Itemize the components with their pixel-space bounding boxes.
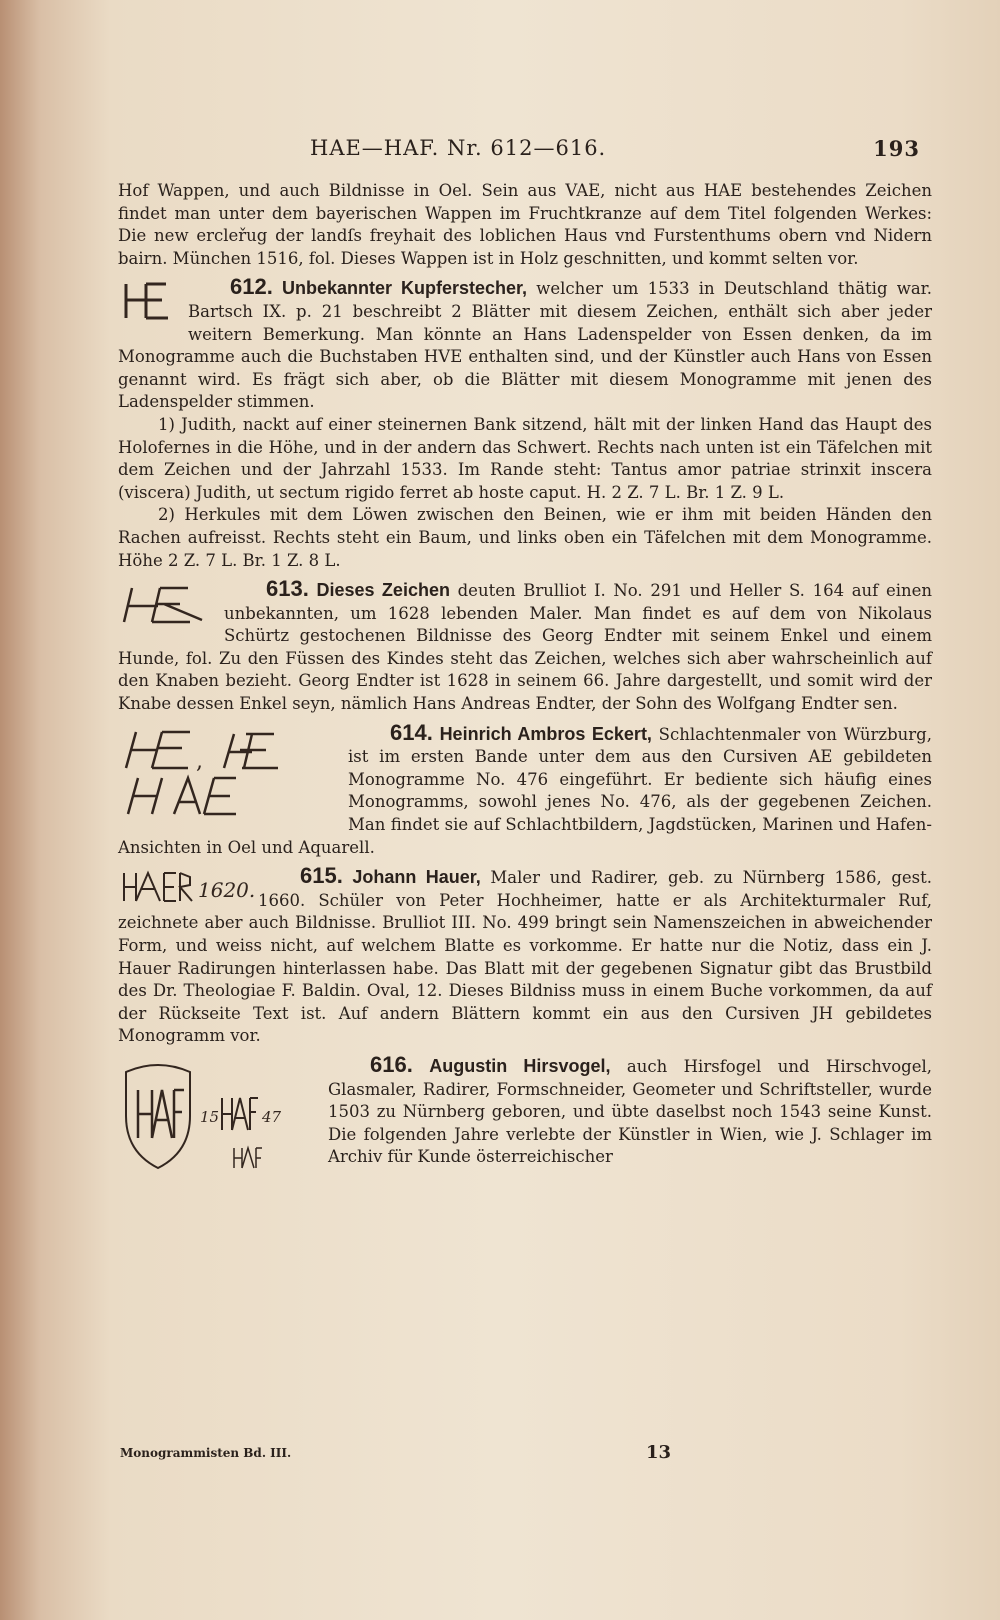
entry-616-number: 616. <box>370 1051 413 1077</box>
entry-612-item-2: 2) Herkules mit dem Löwen zwischen den Beinen, wie er ihm mit beiden Händen den Rachen aufreisst. Rechts steht ein Baum, und links oben ein Täfelchen mit dem Monogramme. Höhe 2 Z. 7 L. Br. 1 Z. 8 L. <box>118 505 932 570</box>
running-header <box>120 136 920 170</box>
svg-text:,: , <box>196 748 203 774</box>
entry-615-text: Maler und Radirer, geb. zu Nürnberg 1586, gest. 1660. Schüler von Peter Hochheimer, hatte er als Architekturmaler Ruf, zeichnete aber auch Bildnisse. Brulliot III. No. 499 bringt sein Namenszeichen in abweichender Form, und weiss nicht, auf welchem Blatte es vorkomme. Er hatte nur die Notiz, dass ein J. Hauer Radirungen hinterlassen habe. Das Blatt mit der gegebenen Signatur gibt das Brustbild des Dr. Theologiae F. Baldin. Oval, 12. Dieses Bildniss muss in einem Buche vorkommen, da auf der Rückseite Text ist. Auf andern Blättern kommt ein aus den Cursiven JH gebildetes Monogramm vor. <box>118 868 932 1046</box>
intro-paragraph: Hof Wappen, und auch Bildnisse in Oel. Sein aus VAE, nicht aus HAE bestehendes Zeichen findet man unter dem bayerischen Wappen im Fruchtkranze auf dem Titel folgenden Werkes: Die new ercleřug der landſs freyhait des loblichen Haus vnd Furstenthums obern vnd Nidern bairn. München 1516, fol. Dieses Wappen ist in Holz geschnitten, und kommt selten vor. <box>118 181 932 268</box>
entry-612-number: 612. <box>230 274 273 300</box>
entry-614-name: Heinrich Ambros Eckert, <box>439 723 652 744</box>
entry-616 <box>118 1051 933 1169</box>
entry-612-text: welcher um 1533 in Deutschland thätig war. Bartsch IX. p. 21 beschreibt 2 Blätter mit diesem Zeichen, enthält sich aber jeder weitern Bemerkung. Man könnte an Hans Ladenspelder von Essen denken, da im Monogramme auch die Buchstaben HVE enthalten sind, und der Künstler auch Hans von Essen genannt wird. Es frägt sich aber, ob die Blätter mit diesem Monogramme mit jenen des Ladenspelder stimmen. <box>118 279 932 412</box>
svg-text:47: 47 <box>262 1107 282 1126</box>
page-number: 193 <box>873 136 920 161</box>
page-footer <box>120 1442 720 1470</box>
entry-612 <box>118 276 932 572</box>
gathering-number: 13 <box>646 1442 672 1463</box>
entry-613 <box>118 578 932 716</box>
entry-615 <box>118 865 932 1048</box>
entry-615-name: Johann Hauer, <box>352 867 481 888</box>
entry-614-number: 614. <box>390 719 433 745</box>
monogram-612 <box>118 278 178 324</box>
page-body <box>118 180 932 1176</box>
entry-614 <box>118 719 932 860</box>
entry-613-text: deuten Brulliot I. No. 291 und Heller S. 164 auf einen unbekannten, um 1628 lebenden Maler. Man findet es auf dem von Nikolaus Schürtz gestochenen Bildnisse des Georg Endter mit seinem Enkel und einem Hunde, fol. Zu den Füssen des Kindes steht das Zeichen, welches sich aber wahrscheinlich auf den Knaben bezieht. Georg Endter ist 1628 in seinem 66. Jahre dargestellt, und somit wird der Knabe dessen Enkel seyn, nämlich Hans Andreas Endter, der Sohn des Wolfgang Endter sen. <box>118 581 933 714</box>
svg-text:15: 15 <box>200 1107 220 1126</box>
entry-615-number: 615. <box>300 863 343 889</box>
entry-612-item-1: 1) Judith, nackt auf einer steinernen Bank sitzend, hält mit der linken Hand das Haupt des Holofernes in die Höhe, und in der andern das Schwert. Rechts nach unten ist ein Täfelchen mit dem Zeichen und der Jahrzahl 1533. Im Rande steht: Tantus amor patriae strinxit inscera (viscera) Judith, ut sectum rigido ferret ab hoste caput. H. 2 Z. 7 L. Br. 1 Z. 9 L. <box>118 414 932 502</box>
entry-613-number: 613. <box>266 576 309 602</box>
monogram-613 <box>118 580 214 626</box>
entry-612-name: Unbekannter Kupferstecher, <box>282 278 528 299</box>
entry-614-text: Schlachtenmaler von Würzburg, ist im ersten Bande unter dem aus den Cursiven AE gebildeten Monogramme No. 476 eingeführt. Er bediente sich häufig eines Monogramms, sowohl jenes No. 476, als der gegebenen Zeichen. Man findet sie auf Schlachtbildern, Jagdstücken, Marinen und Hafen-Ansichten in Oel und Aquarell. <box>118 724 932 857</box>
svg-text:1620.: 1620. <box>198 878 256 903</box>
monogram-614 <box>118 724 338 820</box>
monogram-616 <box>118 1056 318 1174</box>
running-title: HAE—HAF. Nr. 612—616. <box>310 136 607 160</box>
entry-616-text: auch Hirsfogel und Hirschvogel, Glasmaler, Radirer, Formschneider, Geometer und Schriftsteller, wurde 1503 zu Nürnberg geboren, und übte daselbst noch 1543 seine Kunst. Die folgenden Jahre verlebte der Künstler in Wien, wie J. Schlager im Archiv für Kunde österreichischer <box>328 1056 933 1167</box>
monogram-615 <box>118 867 256 907</box>
entry-613-name: Dieses Zeichen <box>316 580 450 601</box>
signature-mark: Monogrammisten Bd. III. <box>120 1446 292 1460</box>
entry-616-name: Augustin Hirsvogel, <box>429 1055 611 1076</box>
